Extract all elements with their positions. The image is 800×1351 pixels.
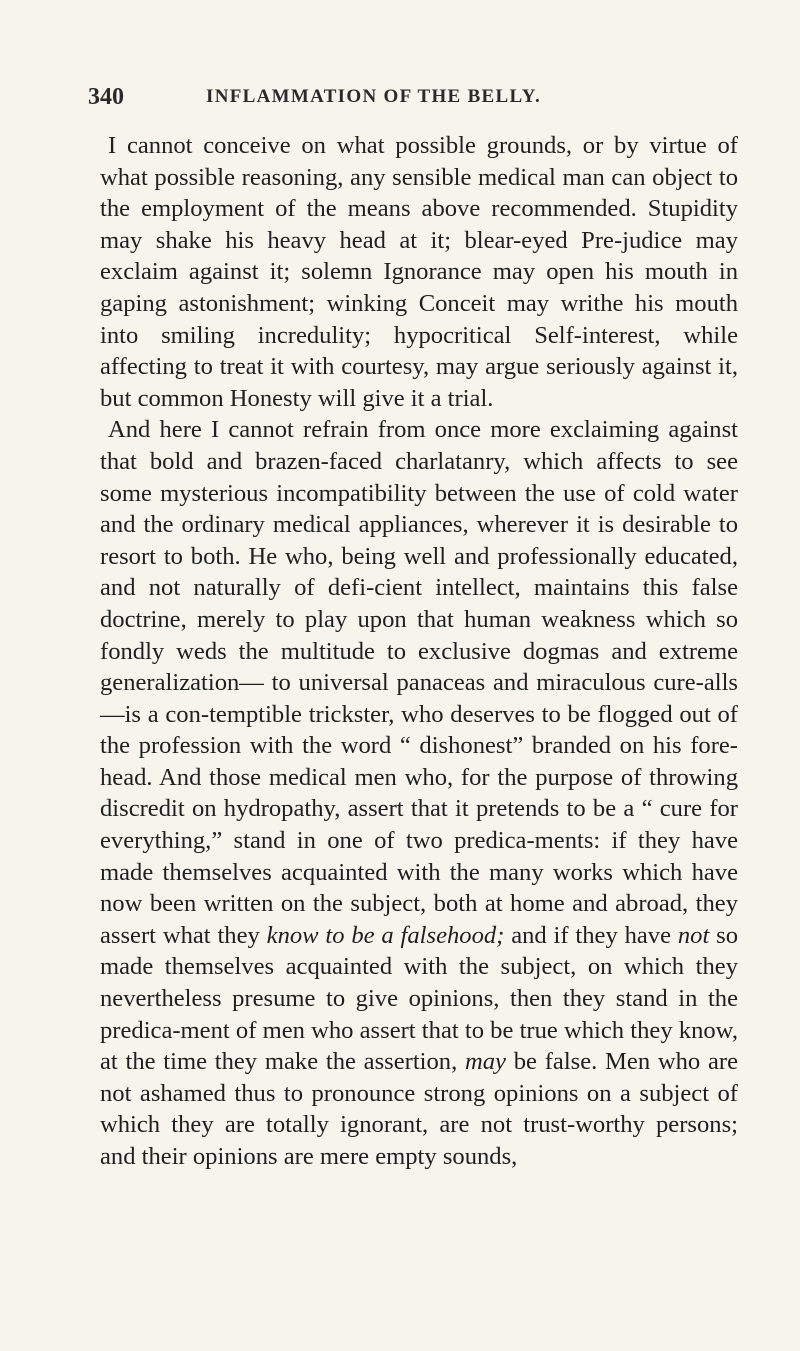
page-number: 340 bbox=[88, 84, 124, 110]
running-title: INFLAMMATION OF THE BELLY. bbox=[206, 86, 542, 107]
page-header bbox=[88, 84, 724, 120]
italic-phrase-3: may bbox=[465, 1048, 506, 1076]
paragraph-2-part-b: and if they have bbox=[511, 921, 672, 949]
paragraph-2-part-d: be false. Men who are not ashamed thus to pronounce strong opinions on a subject of which they are totally ignorant, are not trust-worthy persons; and their opinions are mere empty sounds, bbox=[100, 1048, 738, 1170]
paragraph-2 bbox=[100, 414, 738, 1172]
italic-phrase-1: know to be a falsehood; bbox=[266, 921, 505, 949]
paragraph-1: I cannot conceive on what possible grounds, or by virtue of what possible reasoning, any sensible medical man can object to the employment of the means above recommended. Stupidity may shake his heavy head at it; blear-eyed Pre-judice may exclaim against it; solemn Ignorance may open his mouth in gaping astonishment; winking Conceit may writhe his mouth into smiling incredulity; hypocritical Self-interest, while affecting to treat it with courtesy, may argue seriously against it, but common Honesty will give it a trial. bbox=[100, 132, 738, 412]
body-text bbox=[100, 130, 738, 1173]
paragraph-2-part-c: so made themselves acquainted with the subject, on which they nevertheless presume to give opinions, then they stand in the predica-ment of men who assert that to be true which they know, at the time they make the assertion, bbox=[100, 921, 739, 1076]
italic-phrase-2: not bbox=[677, 921, 710, 949]
paragraph-2-part-a: And here I cannot refrain from once more exclaiming against that bold and brazen-faced charlatanry, which affects to see some mysterious incompatibility between the use of cold water and the ordinary medical appliances, wherever it is desirable to resort to both. He who, being well and professionally educated, and not naturally of defi-cient intellect, maintains this false doctrine, merely to play upon that human weakness which so fondly weds the multitude to exclusive dogmas and extreme generalization— to universal panaceas and miraculous cure-alls—is a con-temptible trickster, who deserves to be flogged out of the profession with the word “ dishonest” branded on his fore-head. And those medical men who, for the purpose of throwing discredit on hydropathy, assert that it pretends to be a “ cure for everything,” stand in one of two predica-ments: if they have made themselves acquainted with the many works which have now been written on the subject, both at home and abroad, they assert what they bbox=[100, 416, 738, 949]
